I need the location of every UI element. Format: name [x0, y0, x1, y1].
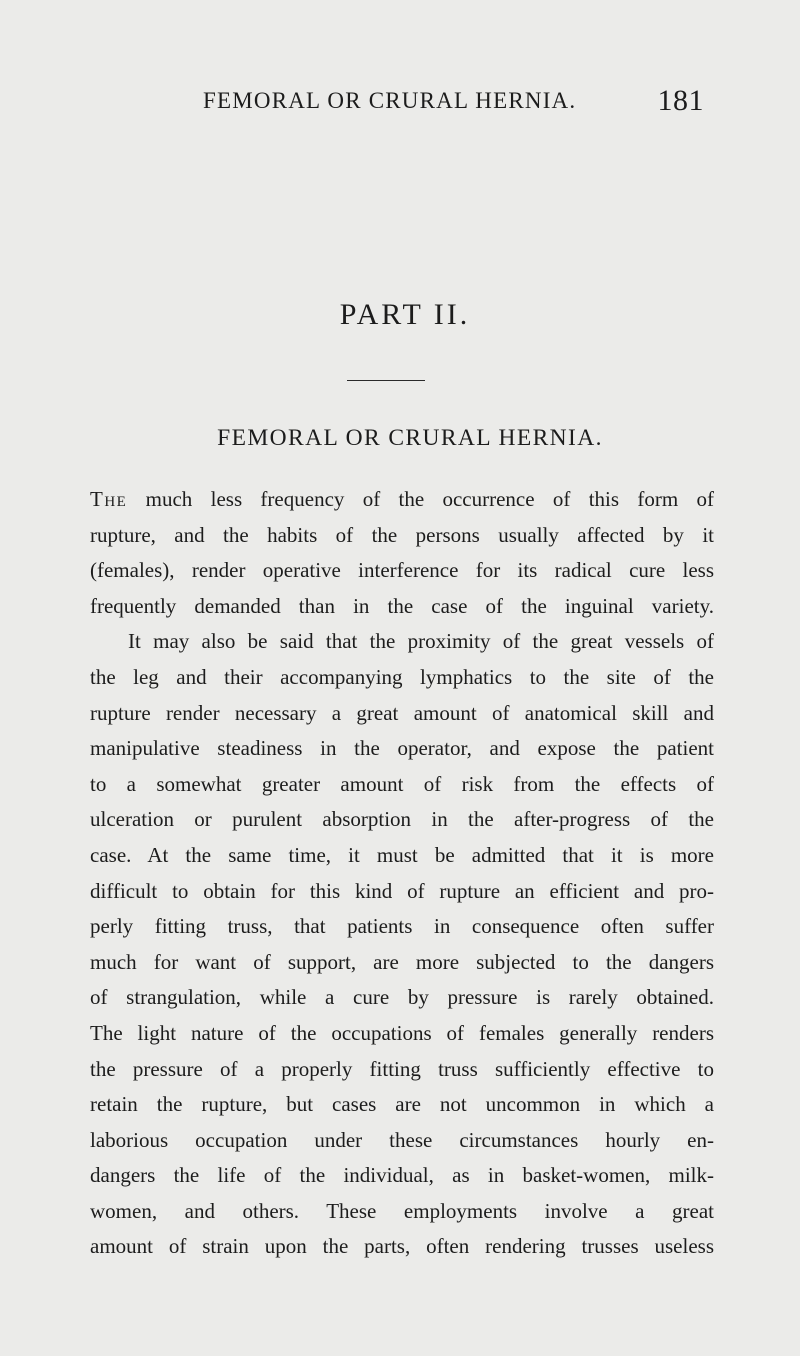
- paragraph-line: dangers the life of the individual, as in basket-women, milk-: [90, 1163, 714, 1188]
- paragraph-line: difficult to obtain for this kind of rupture an efficient and pro-: [90, 878, 714, 903]
- paragraph-line: the pressure of a properly fitting truss sufficiently effective to: [90, 1056, 714, 1081]
- paragraph-line: rupture render necessary a great amount of anatomical skill and: [90, 700, 714, 725]
- paragraph-line: case. At the same time, it must be admitted that it is more: [90, 842, 714, 867]
- part-heading: PART II.: [339, 298, 471, 331]
- paragraph-line: retain the rupture, but cases are not uncommon in which a: [90, 1092, 714, 1117]
- paragraph-line: much for want of support, are more subjected to the dangers: [90, 949, 714, 974]
- paragraph-line: women, and others. These employments involve a great: [90, 1198, 714, 1223]
- paragraph-line: (females), render operative interference for its radical cure less: [90, 558, 714, 583]
- paragraph-line: the leg and their accompanying lymphatics to the site of the: [90, 664, 714, 689]
- paragraph-line: amount of strain upon the parts, often rendering trusses useless: [90, 1234, 714, 1259]
- paragraph-line: laborious occupation under these circumstances hourly en-: [90, 1127, 714, 1152]
- paragraph-line: [90, 482, 714, 518]
- paragraph-line: manipulative steadiness in the operator, and expose the patient: [90, 736, 714, 761]
- running-head: [203, 84, 704, 124]
- paragraph-line: ulceration or purulent absorption in the after-progress of the: [90, 807, 714, 832]
- lead-word: The: [90, 487, 128, 511]
- paragraph-line: to a somewhat greater amount of risk from the effects of: [90, 771, 714, 796]
- paragraph-line: frequently demanded than in the case of the inguinal variety.: [90, 593, 714, 618]
- paragraph-line: perly fitting truss, that patients in consequence often suffer: [90, 914, 714, 939]
- paragraph-line: of strangulation, while a cure by pressure is rarely obtained.: [90, 985, 714, 1010]
- section-heading: FEMORAL OR CRURAL HERNIA.: [217, 425, 603, 451]
- heading-divider: [347, 380, 425, 381]
- paragraph-line: It may also be said that the proximity of the great vessels of: [128, 629, 714, 654]
- page-number: 181: [657, 84, 704, 117]
- running-title: FEMORAL OR CRURAL HERNIA.: [203, 88, 577, 113]
- paragraph-line: rupture, and the habits of the persons usually affected by it: [90, 522, 714, 547]
- body-text: [90, 482, 714, 1265]
- line-text: much less frequency of the occurrence of this form of: [127, 487, 714, 511]
- paragraph-line: The light nature of the occupations of females generally renders: [90, 1020, 714, 1045]
